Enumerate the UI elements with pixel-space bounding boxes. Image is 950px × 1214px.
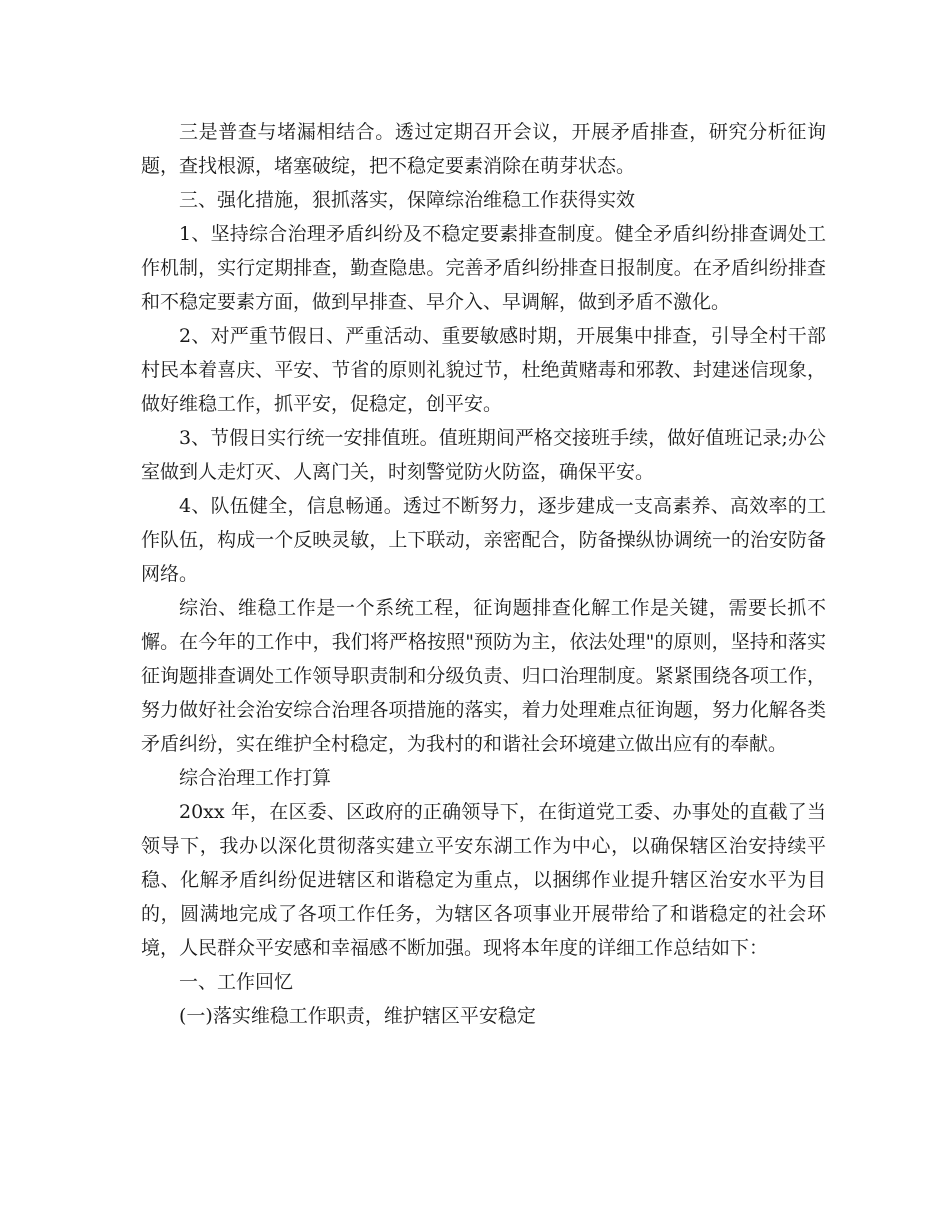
paragraph-item-1: 1、坚持综合治理矛盾纠纷及不稳定要素排查制度。健全矛盾纠纷排查调处工作机制，实行定期排查，勤查隐患。完善矛盾纠纷排查日报制度。在矛盾纠纷排查和不稳定要素方面，做到早排查、早介入、早调解，做到矛盾不激化。 (141, 223, 826, 313)
paragraph-summary: 综治、维稳工作是一个系统工程，征询题排查化解工作是关键，需要长抓不懈。在今年的工作中，我们将严格按照"预防为主，依法处理"的原则，坚持和落实征询题排查调处工作领导职责制和分级负责、归口治理制度。紧紧围绕各项工作，努力做好社会治安综合治理各项措施的落实，着力处理难点征询题，努力化解各类矛盾纠纷，实在维护全村稳定，为我村的和谐社会环境建立做出应有的奉献。 (141, 597, 826, 755)
section-heading-review: 一、工作回忆 (179, 971, 294, 993)
paragraph-item-3: 3、节假日实行统一安排值班。值班期间严格交接班手续，做好值班记录;办公室做到人走灯灭、人离门关，时刻警觉防火防盗，确保平安。 (141, 427, 826, 483)
paragraph-item-4: 4、队伍健全，信息畅通。透过不断努力，逐步建成一支高素养、高效率的工作队伍，构成一个反映灵敏，上下联动，亲密配合，防备操纵协调统一的治安防备网络。 (141, 495, 826, 585)
subsection-heading-duties: (一)落实维稳工作职责，维护辖区平安稳定 (179, 1005, 536, 1027)
paragraph-item-2: 2、对严重节假日、严重活动、重要敏感时期，开展集中排查，引导全村干部村民本着喜庆、平安、节省的原则礼貌过节，杜绝黄赌毒和邪教、封建迷信现象，做好维稳工作，抓平安，促稳定，创平安。 (141, 325, 826, 415)
paragraph-audit-prevention: 三是普查与堵漏相结合。透过定期召开会议，开展矛盾排查，研究分析征询题，查找根源，堵塞破绽，把不稳定要素消除在萌芽状态。 (141, 121, 826, 177)
paragraph-intro-year: 20xx 年，在区委、区政府的正确领导下，在街道党工委、办事处的直截了当领导下，我办以深化贯彻落实建立平安东湖工作为中心，以确保辖区治安持续平稳、化解矛盾纠纷促进辖区和谐稳定为重点，以捆绑作业提升辖区治安水平为目的，圆满地完成了各项工作任务，为辖区各项事业开展带给了和谐稳定的社会环境，人民群众平安感和幸福感不断加强。现将本年度的详细工作总结如下： (141, 801, 826, 959)
section-title-plan: 综合治理工作打算 (179, 767, 332, 789)
document-body (141, 115, 826, 1033)
section-heading-measures: 三、强化措施，狠抓落实，保障综治维稳工作获得实效 (179, 189, 636, 211)
